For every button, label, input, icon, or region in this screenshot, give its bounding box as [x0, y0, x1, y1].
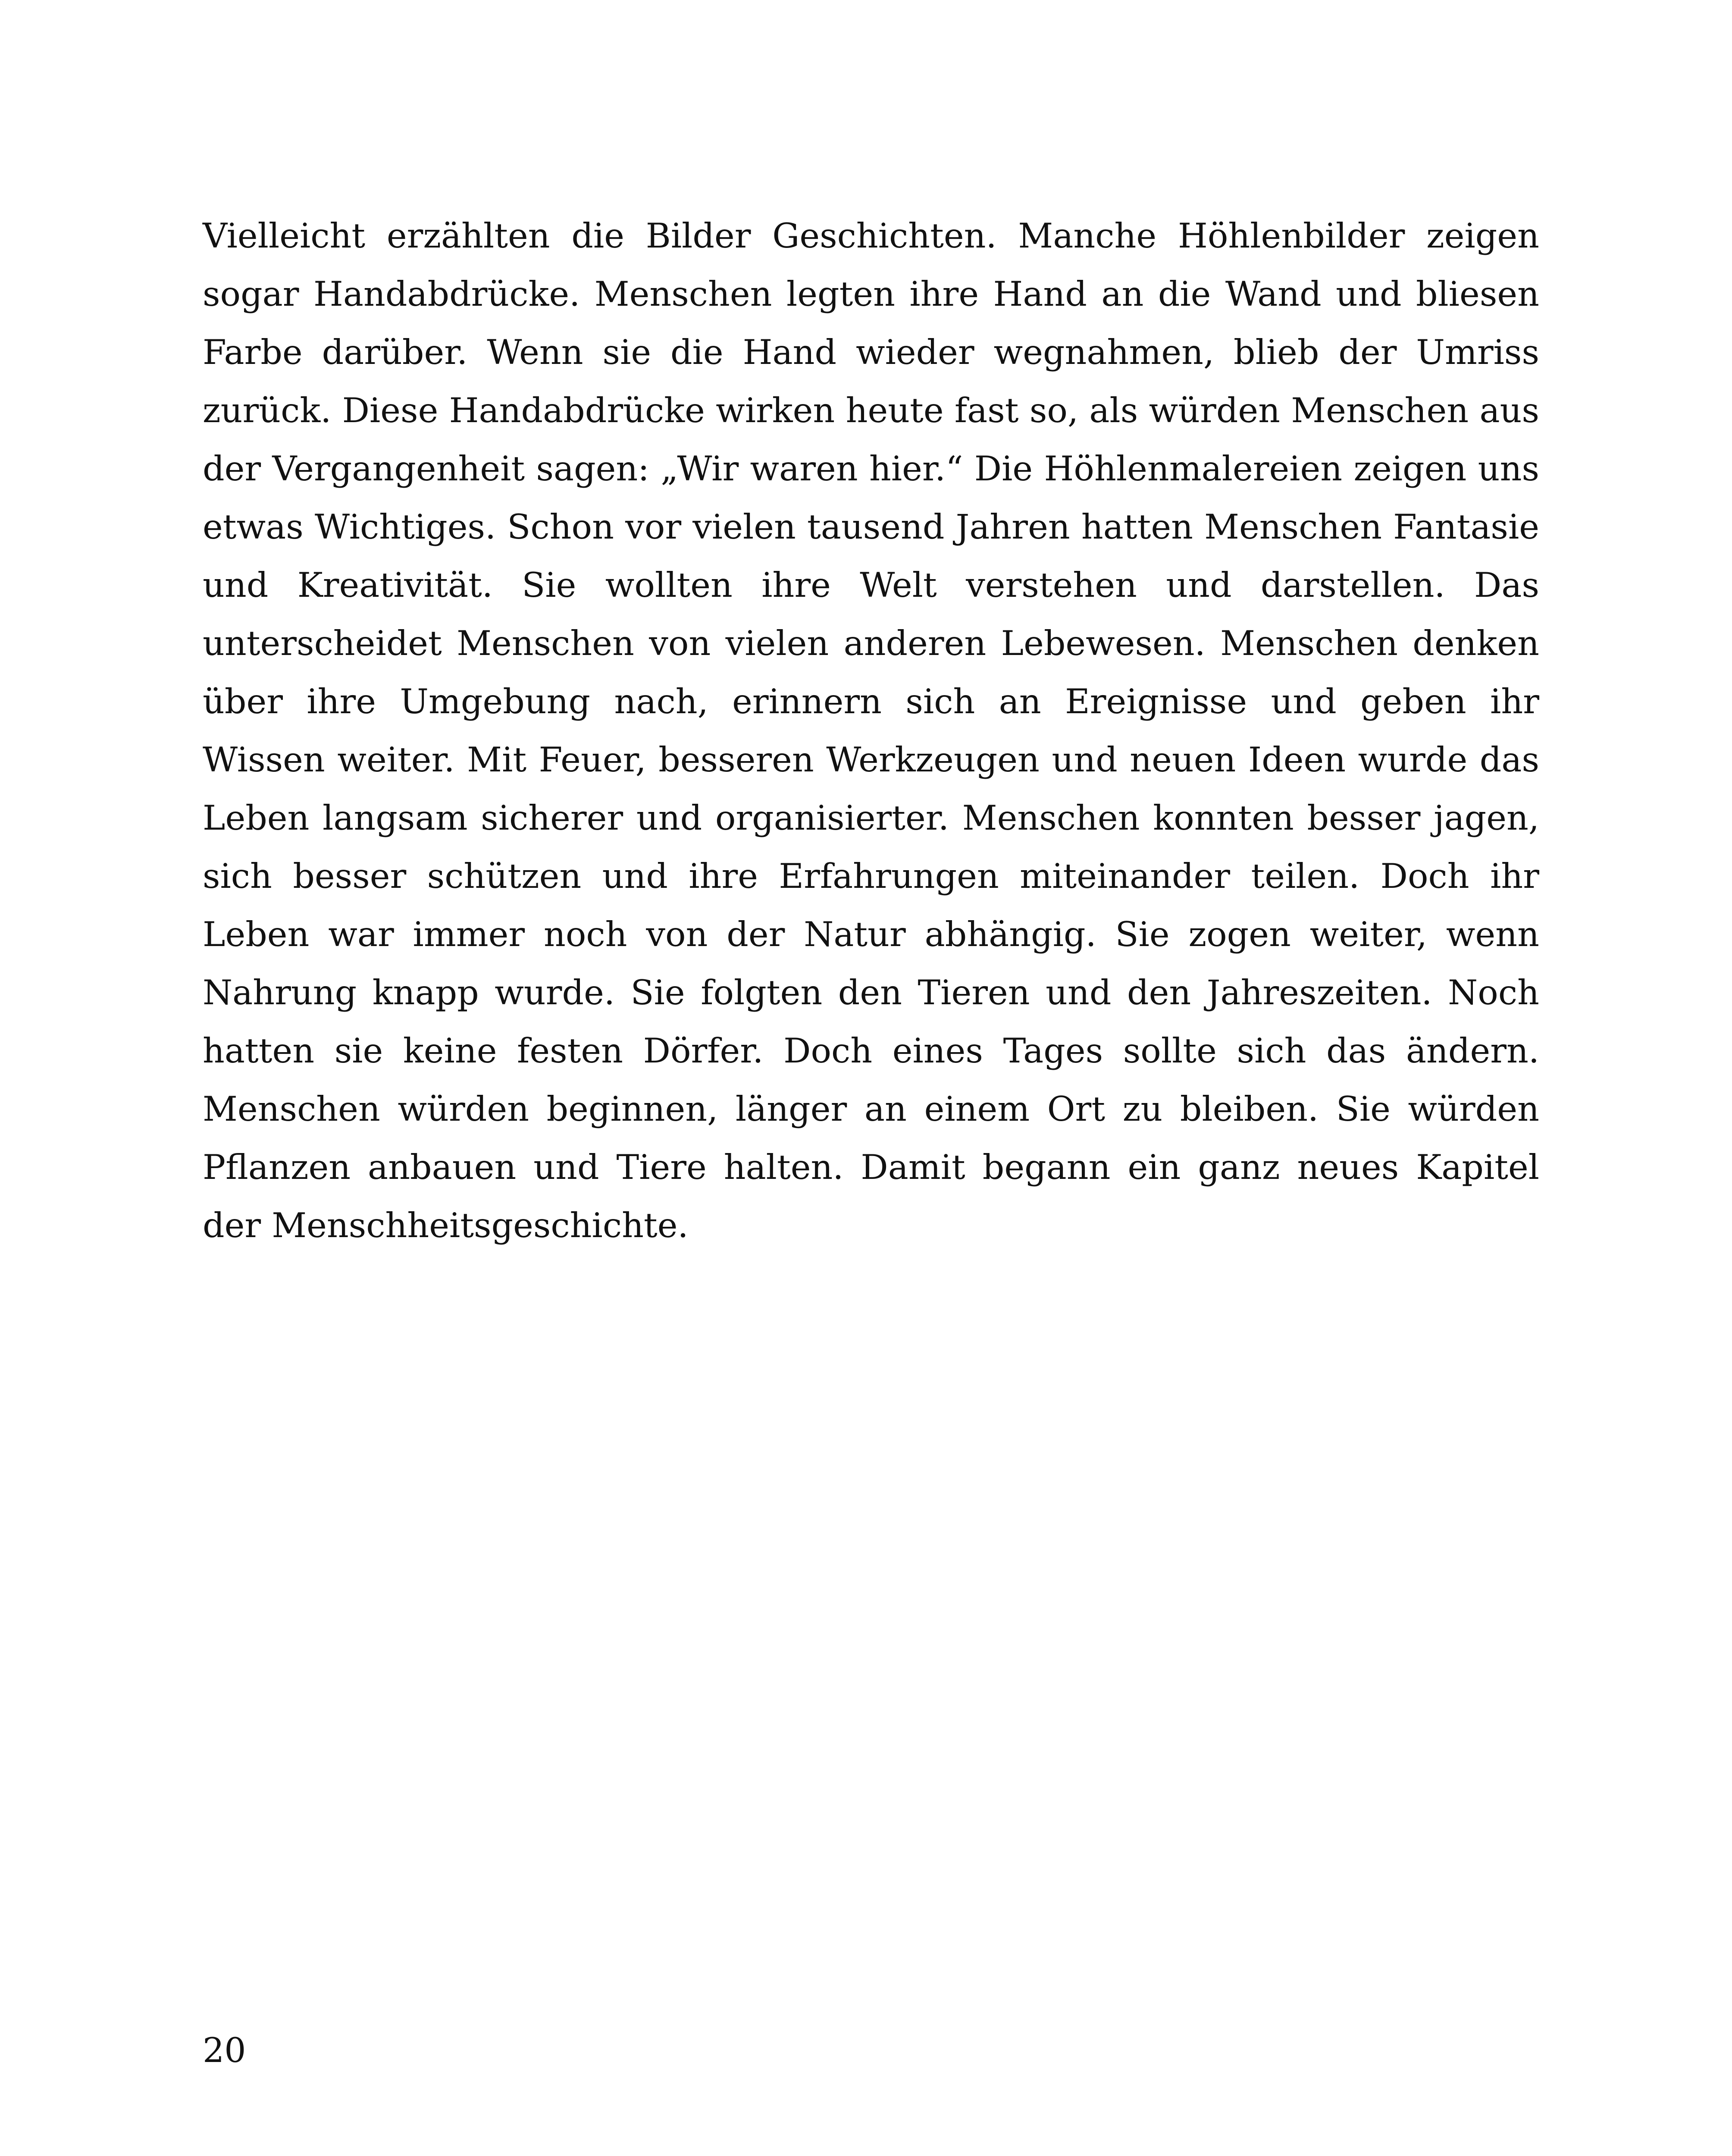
page-number: 20: [203, 2031, 246, 2070]
body-paragraph: Vielleicht erzählten die Bilder Geschichten. Manche Höhlenbilder zeigen sogar Handabdrücke. Menschen legten ihre Hand an die Wand und bliesen Farbe darüber. Wenn sie die Hand wieder wegnahmen, blieb der Umriss zurück. Diese Handabdrücke wirken heute fast so, als würden Menschen aus der Vergangenheit sagen: „Wir waren hier.“ Die Höhlenmalereien zeigen uns etwas Wichtiges. Schon vor vielen tausend Jahren hatten Menschen Fantasie und Kreativität. Sie wollten ihre Welt verstehen und darstellen. Das unterscheidet Menschen von vielen anderen Lebewesen. Menschen denken über ihre Umgebung nach, erinnern sich an Ereignisse und geben ihr Wissen weiter. Mit Feuer, besseren Werkzeugen und neuen Ideen wurde das Leben langsam sicherer und organisierter. Menschen konnten besser jagen, sich besser schützen und ihre Erfahrungen miteinander teilen. Doch ihr Leben war immer noch von der Natur abhängig. Sie zogen weiter, wenn Nahrung knapp wurde. Sie folgten den Tieren und den Jahreszeiten. Noch hatten sie keine festen Dörfer. Doch eines Tages sollte sich das ändern. Menschen würden beginnen, länger an einem Ort zu bleiben. Sie würden Pflanzen anbauen und Tiere halten. Damit begann ein ganz neues Kapitel der Menschheitsgeschichte.: [203, 216, 1539, 1245]
